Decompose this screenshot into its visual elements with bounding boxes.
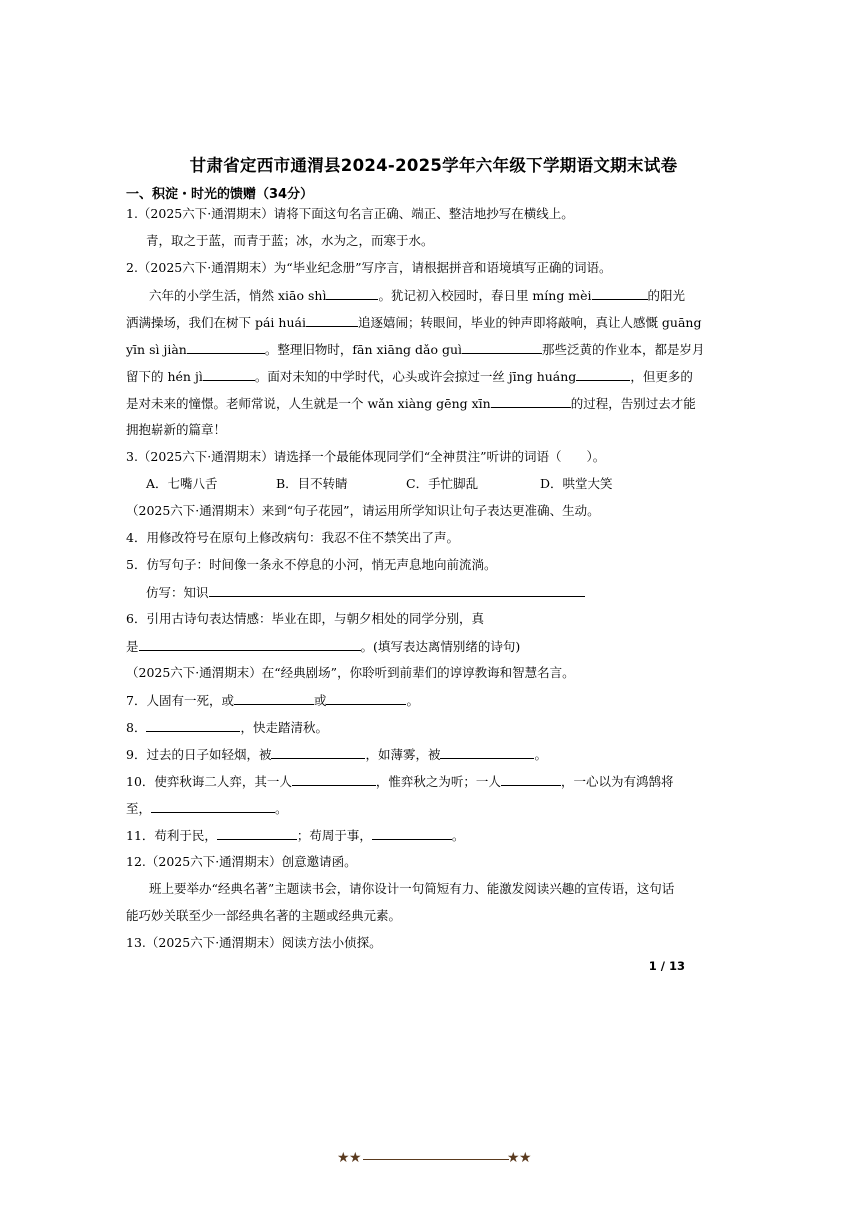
answer-blank[interactable] [292, 771, 376, 786]
q10-text: 至， [126, 801, 152, 816]
q6-answer-line [126, 636, 520, 657]
q11-text: ；苟周于事， [296, 828, 372, 843]
q10-text: ，一心以为有鸿鹄将 [560, 774, 674, 789]
q2-line-5 [126, 393, 696, 414]
q2-text: 是对未来的憧憬。老师常说，人生就是一个 wǎn xiàng gēng xīn [126, 396, 491, 411]
q6-prefix: 是 [126, 639, 139, 654]
q9-line [126, 744, 547, 765]
option-a[interactable]: A．七嘴八舌 [146, 476, 218, 491]
answer-blank[interactable] [151, 798, 275, 813]
answer-blank[interactable] [187, 339, 265, 354]
answer-blank[interactable] [592, 285, 648, 300]
footer-divider [363, 1159, 509, 1160]
answer-blank[interactable] [440, 744, 534, 759]
answer-blank[interactable] [217, 825, 297, 840]
answer-blank[interactable] [501, 771, 561, 786]
page-footer-ornament [0, 1144, 867, 1174]
answer-blank[interactable] [326, 690, 406, 705]
intro-sentence-garden: （2025六下·通渭期末）来到“句子花园”，请运用所学知识让句子表达更准确、生动。 [126, 503, 600, 518]
q2-line-4 [126, 366, 693, 387]
q2-text: 那些泛黄的作业本，都是岁月 [542, 342, 705, 357]
q1-stem: 1.（2025六下·通渭期末）请将下面这句名言正确、端正、整洁地抄写在横线上。 [126, 206, 574, 221]
q8-line [126, 717, 328, 738]
q10-text: ，惟弈秋之为听；一人 [375, 774, 501, 789]
q1-quote: 青，取之于蓝，而青于蓝；冰，水为之，而寒于水。 [146, 233, 434, 248]
answer-blank[interactable] [209, 582, 585, 597]
star-icon: ★ [519, 1150, 532, 1166]
q10-line-1 [126, 771, 673, 792]
q7-text: 或 [313, 693, 327, 708]
q4-stem: 4．用修改符号在原句上修改病句：我忍不住不禁笑出了声。 [126, 530, 459, 545]
answer-blank[interactable] [203, 366, 255, 381]
q3-stem: 3.（2025六下·通渭期末）请选择一个最能体现同学们“全神贯注”听讲的词语（ ）。 [126, 449, 606, 464]
answer-blank[interactable] [326, 285, 378, 300]
answer-blank[interactable] [139, 636, 361, 651]
q12-line-2: 能巧妙关联至少一部经典名著的主题或经典元素。 [126, 908, 402, 923]
q8-text: ，快走踏清秋。 [240, 720, 328, 735]
q5-prefix: 仿写：知识 [146, 585, 209, 600]
q12-stem: 12.（2025六下·通渭期末）创意邀请函。 [126, 854, 357, 869]
q2-text: 追逐嬉闹；转眼间，毕业的钟声即将敲响，真让人感慨 guāng [357, 315, 702, 330]
q5-stem: 5．仿写句子：时间像一条永不停息的小河，悄无声息地向前流淌。 [126, 557, 497, 572]
answer-blank[interactable] [462, 339, 542, 354]
q11-text: 。 [451, 828, 465, 843]
q2-text: 洒满操场，我们在树下 pái huái [126, 315, 306, 330]
q2-line-1 [149, 285, 685, 306]
q2-text: 六年的小学生活，悄然 xiāo shì [149, 288, 327, 303]
option-d[interactable]: D．哄堂大笑 [540, 476, 613, 491]
q10-text: 。 [275, 801, 288, 816]
q7-text: 。 [406, 693, 419, 708]
answer-blank[interactable] [234, 690, 314, 705]
q9-text: ，如薄雾，被 [365, 747, 441, 762]
answer-blank[interactable] [576, 366, 630, 381]
q6-stem: 6．引用古诗句表达情感：毕业在即，与朝夕相处的同学分别，真 [126, 611, 484, 626]
star-icon: ★ [507, 1150, 520, 1166]
answer-blank[interactable] [271, 744, 365, 759]
q6-suffix: 。(填写表达离情别绪的诗句) [360, 639, 521, 654]
q10-line-2 [126, 798, 288, 819]
q2-text: 的阳光 [647, 288, 686, 303]
exam-title: 甘肃省定西市通渭县2024-2025学年六年级下学期语文期末试卷 [189, 156, 678, 175]
q5-answer-line [146, 582, 585, 603]
q2-text: yīn sì jiàn [126, 342, 187, 357]
q2-text: 留下的 hén jì [126, 369, 203, 384]
q7-line [126, 690, 419, 711]
q2-line-6: 拥抱崭新的篇章！ [126, 422, 227, 437]
q2-line-2 [126, 312, 702, 333]
q11-line [126, 825, 464, 846]
q2-text: 。面对未知的中学时代，心头或许会掠过一丝 jīng huáng [254, 369, 577, 384]
q2-text: 。犹记初入校园时，春日里 míng mèi [378, 288, 592, 303]
star-icon: ★ [349, 1150, 362, 1166]
section-heading: 一、积淀・时光的馈赠（34分） [126, 187, 314, 202]
q3-options [146, 474, 613, 494]
answer-blank[interactable] [491, 393, 571, 408]
q7-text: 7．人固有一死，或 [126, 693, 234, 708]
q12-line-1: 班上要举办“经典名著”主题读书会，请你设计一句简短有力、能激发阅读兴趣的宣传语，这句话 [149, 881, 675, 896]
answer-blank[interactable] [146, 717, 240, 732]
option-b[interactable]: B．目不转睛 [276, 476, 348, 491]
option-c[interactable]: C．手忙脚乱 [406, 476, 479, 491]
intro-classic-theater: （2025六下·通渭期末）在“经典剧场”，你聆听到前辈们的谆谆教诲和智慧名言。 [126, 665, 575, 680]
q13-stem: 13.（2025六下·通渭期末）阅读方法小侦探。 [126, 935, 382, 950]
q9-text: 。 [534, 747, 547, 762]
page-number: 1 / 13 [648, 959, 685, 973]
q2-text: 的过程，告别过去才能 [570, 396, 696, 411]
q2-stem: 2.（2025六下·通渭期末）为“毕业纪念册”写序言，请根据拼音和语境填写正确的词语。 [126, 260, 612, 275]
q2-text: ，但更多的 [630, 369, 693, 384]
answer-blank[interactable] [306, 312, 358, 327]
answer-blank[interactable] [372, 825, 452, 840]
star-icon: ★ [337, 1150, 350, 1166]
q11-text: 11．苟利于民， [126, 828, 217, 843]
q8-text: 8． [126, 720, 147, 735]
q2-line-3 [126, 339, 705, 360]
q2-text: 。整理旧物时，fān xiāng dǎo guì [264, 342, 462, 357]
q9-text: 9．过去的日子如轻烟，被 [126, 747, 272, 762]
q10-text: 10．使弈秋诲二人弈，其一人 [126, 774, 292, 789]
